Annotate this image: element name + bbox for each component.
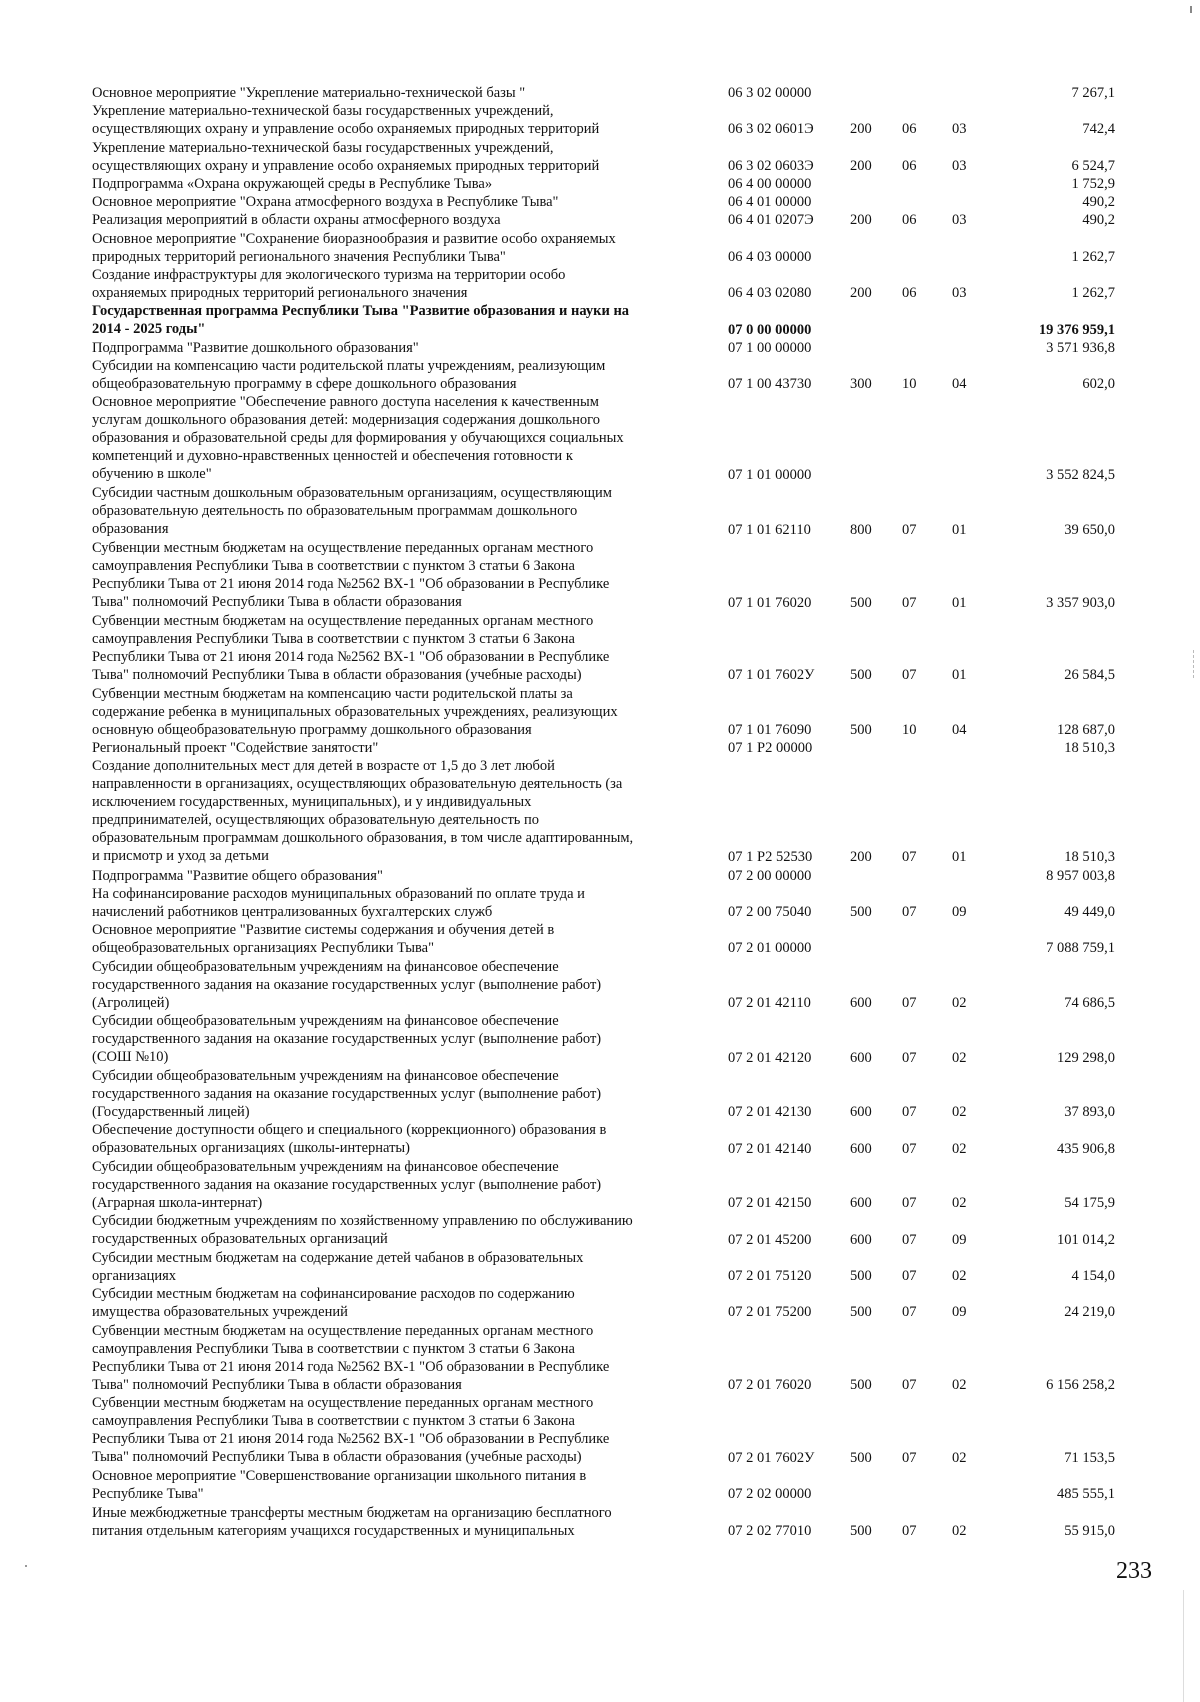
- row-sum: 101 014,2: [1057, 1231, 1115, 1248]
- row-sum: 485 555,1: [1057, 1486, 1115, 1503]
- row-subsection: 02: [952, 1522, 967, 1539]
- row-section: 10: [902, 376, 917, 393]
- row-code: 07 2 01 7602У: [728, 1449, 815, 1466]
- row-sum: 1 262,7: [1071, 248, 1115, 265]
- table-row: [0, 1322, 1200, 1395]
- row-code: 07 2 01 00000: [728, 940, 812, 957]
- row-name: Основное мероприятие "Охрана атмосферного воздуха в Республике Тыва": [92, 194, 559, 211]
- row-name: Подпрограмма "Развитие общего образования": [92, 867, 383, 884]
- table-row: [0, 1012, 1200, 1067]
- row-code: 07 1 01 00000: [728, 467, 812, 484]
- row-expense-type: 600: [850, 994, 872, 1011]
- row-sum: 74 686,5: [1064, 994, 1115, 1011]
- row-sum: 490,2: [1082, 212, 1115, 229]
- table-row: [0, 958, 1200, 1013]
- row-subsection: 01: [952, 594, 967, 611]
- table-row: [0, 175, 1200, 193]
- row-code: 07 1 01 62110: [728, 521, 811, 538]
- row-code: 07 2 00 00000: [728, 867, 812, 884]
- row-name: Субсидии общеобразовательным учреждениям на финансовое обеспечение государственного задания на оказание государственных услуг (выполнение работ) (Аграрная школа-интернат): [92, 1158, 602, 1211]
- row-code: 07 1 00 00000: [728, 339, 812, 356]
- row-sum: 3 357 903,0: [1046, 594, 1115, 611]
- row-expense-type: 500: [850, 1304, 872, 1321]
- row-expense-type: 200: [850, 285, 872, 302]
- row-section: 07: [902, 521, 917, 538]
- table-row: [0, 885, 1200, 921]
- row-code: 06 4 03 00000: [728, 248, 812, 265]
- row-expense-type: 500: [850, 1267, 872, 1284]
- row-expense-type: 200: [850, 849, 872, 866]
- row-code: 07 0 00 00000: [728, 321, 812, 338]
- row-sum: 129 298,0: [1057, 1049, 1115, 1066]
- row-subsection: 04: [952, 721, 967, 738]
- row-expense-type: 500: [850, 667, 872, 684]
- row-sum: 8 957 003,8: [1046, 867, 1115, 884]
- row-section: 07: [902, 1377, 917, 1394]
- row-sum: 3 552 824,5: [1046, 467, 1115, 484]
- row-sum: 18 510,3: [1064, 740, 1115, 757]
- row-name: Субвенции местным бюджетам на компенсацию части родительской платы за содержание ребенка в муниципальных образовательных учреждениях, реализующих основную общеобразовательную программу дошкольного образования: [92, 685, 618, 738]
- row-name: Создание инфраструктуры для экологического туризма на территории особо охраняемых природных территорий регионального значения: [92, 267, 566, 301]
- row-section: 07: [902, 1231, 917, 1248]
- row-sum: 19 376 959,1: [1038, 321, 1115, 338]
- row-name: Укрепление материально-технической базы государственных учреждений, осуществляющих охрану и управление особо охраняемых природных территорий: [92, 103, 600, 138]
- row-sum: 3 571 936,8: [1046, 339, 1115, 356]
- row-code: 07 1 01 7602У: [728, 667, 815, 684]
- row-section: 10: [902, 721, 917, 738]
- table-row: [0, 357, 1200, 393]
- row-name: Подпрограмма "Развитие дошкольного образования": [92, 339, 419, 356]
- row-subsection: 02: [952, 994, 967, 1011]
- row-sum: 128 687,0: [1057, 721, 1115, 738]
- row-name: Основное мероприятие "Укрепление материально-технической базы ": [92, 85, 526, 101]
- row-sum: 1 752,9: [1071, 176, 1115, 192]
- row-name: Субвенции местным бюджетам на осуществление переданных органам местного самоуправления Республики Тыва в соответствии с пунктом 3 статьи 6 Закона Республики Тыва от 21 июня 2014 года №2562 ВХ-1 "Об образовании в Республике Тыва" полномочий Республики Тыва в области образования (учебные расходы): [92, 612, 610, 683]
- row-name: Основное мероприятие "Обеспечение равного доступа населения к качественным услугам дошкольного образования детей: модернизация содержания дошкольного образования и образовательной среды для формирования у обучающихся социальных компетенций и духовно-нравственных ценностей и обеспечения готовности к обучению в школе": [92, 394, 624, 483]
- row-sum: 602,0: [1082, 376, 1115, 393]
- row-code: 07 2 02 77010: [728, 1522, 812, 1539]
- row-subsection: 02: [952, 1140, 967, 1157]
- row-subsection: 03: [952, 285, 967, 302]
- row-expense-type: 500: [850, 1522, 872, 1539]
- row-sum: 1 262,7: [1071, 285, 1115, 302]
- scan-artifact: [1190, 6, 1192, 13]
- row-expense-type: 600: [850, 1231, 872, 1248]
- table-row: [0, 102, 1200, 138]
- table-row: [0, 1285, 1200, 1321]
- row-name: Государственная программа Республики Тыва "Развитие образования и науки на 2014 - 2025 годы": [92, 303, 630, 338]
- row-expense-type: 500: [850, 1377, 872, 1394]
- row-code: 06 4 00 00000: [728, 176, 812, 192]
- table-row: [0, 739, 1200, 757]
- row-subsection: 03: [952, 121, 967, 138]
- row-subsection: 03: [952, 212, 967, 229]
- scan-artifact: [25, 1565, 27, 1567]
- row-name: Субсидии на компенсацию части родительской платы учреждениям, реализующим общеобразовательную программу в сфере дошкольного образования: [92, 358, 606, 392]
- row-sum: 435 906,8: [1057, 1140, 1115, 1157]
- row-sum: 54 175,9: [1064, 1195, 1115, 1212]
- row-subsection: 09: [952, 1231, 967, 1248]
- table-row: [0, 1504, 1200, 1540]
- row-sum: 24 219,0: [1064, 1304, 1115, 1321]
- row-subsection: 02: [952, 1449, 967, 1466]
- row-name: Основное мероприятие "Развитие системы содержания и обучения детей в общеобразовательных организациях Республики Тыва": [92, 922, 555, 957]
- row-expense-type: 800: [850, 521, 872, 538]
- table-row: [0, 266, 1200, 302]
- row-section: 07: [902, 994, 917, 1011]
- row-code: 06 4 01 0207Э: [728, 212, 814, 229]
- row-section: 07: [902, 667, 917, 684]
- row-section: 07: [902, 1195, 917, 1212]
- row-name: Субвенции местным бюджетам на осуществление переданных органам местного самоуправления Республики Тыва в соответствии с пунктом 3 статьи 6 Закона Республики Тыва от 21 июня 2014 года №2562 ВХ-1 "Об образовании в Республике Тыва" полномочий Республики Тыва в области образования (учебные расходы): [92, 1395, 610, 1466]
- row-code: 07 2 01 75200: [728, 1304, 812, 1321]
- row-sum: 26 584,5: [1064, 667, 1115, 684]
- row-expense-type: 300: [850, 376, 872, 393]
- row-sum: 490,2: [1082, 194, 1115, 211]
- row-subsection: 02: [952, 1195, 967, 1212]
- row-code: 07 2 01 42140: [728, 1140, 812, 1157]
- row-section: 07: [902, 1449, 917, 1466]
- table-row: [0, 211, 1200, 229]
- row-sum: 49 449,0: [1064, 903, 1115, 920]
- row-code: 07 2 02 00000: [728, 1486, 812, 1503]
- page-number: 233: [1116, 1558, 1152, 1584]
- row-expense-type: 200: [850, 212, 872, 229]
- row-name: Подпрограмма «Охрана окружающей среды в Республике Тыва»: [92, 176, 493, 192]
- row-section: 07: [902, 1104, 917, 1121]
- row-subsection: 02: [952, 1104, 967, 1121]
- row-subsection: 04: [952, 376, 967, 393]
- row-code: 07 2 01 42150: [728, 1195, 812, 1212]
- row-name: Субсидии частным дошкольным образовательным организациям, осуществляющим образовательную деятельность по образовательным программам дошкольного образования: [92, 485, 612, 538]
- table-row: [0, 193, 1200, 211]
- table-row: [0, 1249, 1200, 1285]
- table-row: [0, 139, 1200, 175]
- row-name: Реализация мероприятий в области охраны атмосферного воздуха: [92, 212, 501, 229]
- row-section: 06: [902, 212, 917, 229]
- row-code: 07 2 01 42120: [728, 1049, 812, 1066]
- row-code: 07 2 01 75120: [728, 1267, 812, 1284]
- row-expense-type: 200: [850, 121, 872, 138]
- row-section: 07: [902, 1267, 917, 1284]
- table-row: [0, 393, 1200, 484]
- row-expense-type: 600: [850, 1049, 872, 1066]
- table-row: [0, 1467, 1200, 1503]
- row-code: 07 2 01 42130: [728, 1104, 812, 1121]
- row-sum: 4 154,0: [1071, 1267, 1115, 1284]
- row-sum: 55 915,0: [1064, 1522, 1115, 1539]
- row-section: 07: [902, 849, 917, 866]
- row-subsection: 09: [952, 1304, 967, 1321]
- row-name: Субсидии общеобразовательным учреждениям на финансовое обеспечение государственного задания на оказание государственных услуг (выполнение работ) (Государственный лицей): [92, 1067, 602, 1120]
- table-row: [0, 302, 1200, 338]
- row-sum: 39 650,0: [1064, 521, 1115, 538]
- row-code: 07 2 01 45200: [728, 1231, 812, 1248]
- row-expense-type: 500: [850, 1449, 872, 1466]
- row-expense-type: 500: [850, 721, 872, 738]
- row-section: 07: [902, 1304, 917, 1321]
- scan-artifact: [1193, 650, 1195, 678]
- row-code: 07 2 00 75040: [728, 903, 812, 920]
- table-row: [0, 612, 1200, 685]
- table-row: [0, 339, 1200, 357]
- table-row: [0, 757, 1200, 866]
- row-section: 07: [902, 1049, 917, 1066]
- row-sum: 6 524,7: [1071, 157, 1115, 174]
- row-name: Региональный проект "Содействие занятости": [92, 740, 379, 757]
- row-name: Укрепление материально-технической базы государственных учреждений, осуществляющих охрану и управление особо охраняемых природных территорий: [92, 139, 600, 174]
- row-name: Субсидии общеобразовательным учреждениям на финансовое обеспечение государственного задания на оказание государственных услуг (выполнение работ) (СОШ №10): [92, 1013, 602, 1066]
- row-sum: 6 156 258,2: [1046, 1377, 1115, 1394]
- row-subsection: 02: [952, 1377, 967, 1394]
- table-row: [0, 230, 1200, 266]
- row-code: 07 2 01 76020: [728, 1377, 812, 1394]
- row-code: 07 1 00 43730: [728, 376, 812, 393]
- row-code: 06 3 02 00000: [728, 85, 812, 101]
- row-expense-type: 500: [850, 594, 872, 611]
- table-row: [0, 685, 1200, 740]
- row-name: Субвенции местным бюджетам на осуществление переданных органам местного самоуправления Республики Тыва в соответствии с пунктом 3 статьи 6 Закона Республики Тыва от 21 июня 2014 года №2562 ВХ-1 "Об образовании в Республике Тыва" полномочий Республики Тыва в области образования: [92, 1322, 610, 1393]
- row-sum: 7 088 759,1: [1046, 940, 1115, 957]
- row-subsection: 01: [952, 667, 967, 684]
- row-subsection: 02: [952, 1267, 967, 1284]
- row-section: 07: [902, 594, 917, 611]
- row-name: Основное мероприятие "Сохранение биоразнообразия и развитие особо охраняемых природных территорий регионального значения Республики Тыва": [92, 230, 616, 265]
- table-row: [0, 867, 1200, 885]
- row-section: 07: [902, 1522, 917, 1539]
- row-expense-type: 500: [850, 903, 872, 920]
- row-code: 07 1 01 76090: [728, 721, 812, 738]
- row-code: 07 1 Р2 52530: [728, 849, 813, 866]
- table-row: [0, 1067, 1200, 1122]
- row-subsection: 02: [952, 1049, 967, 1066]
- table-row: [0, 1158, 1200, 1213]
- row-code: 07 2 01 42110: [728, 994, 811, 1011]
- row-name: Обеспечение доступности общего и специального (коррекционного) образования в образовательных организациях (школы-интернаты): [92, 1122, 607, 1157]
- row-subsection: 01: [952, 521, 967, 538]
- row-sum: 742,4: [1082, 121, 1115, 138]
- row-expense-type: 600: [850, 1104, 872, 1121]
- row-sum: 7 267,1: [1071, 85, 1115, 101]
- table-row: [0, 1212, 1200, 1248]
- table-row: [0, 1394, 1200, 1467]
- row-sum: 18 510,3: [1064, 849, 1115, 866]
- table-row: [0, 539, 1200, 612]
- row-name: Иные межбюджетные трансферты местным бюджетам на организацию бесплатного питания отдельным категориям учащихся государственных и муниципальных: [92, 1504, 612, 1539]
- row-subsection: 09: [952, 903, 967, 920]
- row-name: Субвенции местным бюджетам на осуществление переданных органам местного самоуправления Республики Тыва в соответствии с пунктом 3 статьи 6 Закона Республики Тыва от 21 июня 2014 года №2562 ВХ-1 "Об образовании в Республике Тыва" полномочий Республики Тыва в области образования: [92, 540, 610, 610]
- row-name: Основное мероприятие "Совершенствование организации школьного питания в Республике Тыва": [92, 1468, 587, 1503]
- row-expense-type: 600: [850, 1140, 872, 1157]
- table-row: [0, 84, 1200, 102]
- row-code: 06 3 02 0601Э: [728, 121, 814, 138]
- row-code: 07 1 01 76020: [728, 594, 812, 611]
- table-row: [0, 921, 1200, 957]
- row-expense-type: 200: [850, 157, 872, 174]
- row-name: Субсидии местным бюджетам на софинансирование расходов по содержанию имущества образовательных учреждений: [92, 1286, 575, 1321]
- row-name: На софинансирование расходов муниципальных образований по оплате труда и начислений работников централизованных бухгалтерских служб: [92, 885, 585, 920]
- row-name: Создание дополнительных мест для детей в возрасте от 1,5 до 3 лет любой направленности в организациях, осуществляющих образовательную деятельность (за исключением государственных, муниципальных), и у индивидуальных предпринимателей, осуществляющих образовательную деятельность по образовательным программам дошкольного образования, в том числе адаптированным, и присмотр и уход за детьми: [92, 758, 634, 865]
- row-subsection: 01: [952, 849, 967, 866]
- row-section: 06: [902, 285, 917, 302]
- row-name: Субсидии общеобразовательным учреждениям на финансовое обеспечение государственного задания на оказание государственных услуг (выполнение работ) (Агролицей): [92, 958, 602, 1011]
- row-section: 06: [902, 157, 917, 174]
- row-name: Субсидии бюджетным учреждениям по хозяйственному управлению по обслуживанию государственных образовательных организаций: [92, 1213, 633, 1248]
- row-section: 07: [902, 903, 917, 920]
- row-code: 06 3 02 0603Э: [728, 157, 814, 174]
- row-sum: 71 153,5: [1064, 1449, 1115, 1466]
- table-row: [0, 1121, 1200, 1157]
- row-code: 06 4 03 02080: [728, 285, 812, 302]
- row-code: 06 4 01 00000: [728, 194, 812, 211]
- row-sum: 37 893,0: [1064, 1104, 1115, 1121]
- scan-artifact: [1183, 1590, 1184, 1702]
- row-code: 07 1 Р2 00000: [728, 740, 813, 757]
- row-section: 06: [902, 121, 917, 138]
- row-section: 07: [902, 1140, 917, 1157]
- row-subsection: 03: [952, 157, 967, 174]
- table-row: [0, 484, 1200, 539]
- row-expense-type: 600: [850, 1195, 872, 1212]
- row-name: Субсидии местным бюджетам на содержание детей чабанов в образовательных организациях: [92, 1249, 584, 1284]
